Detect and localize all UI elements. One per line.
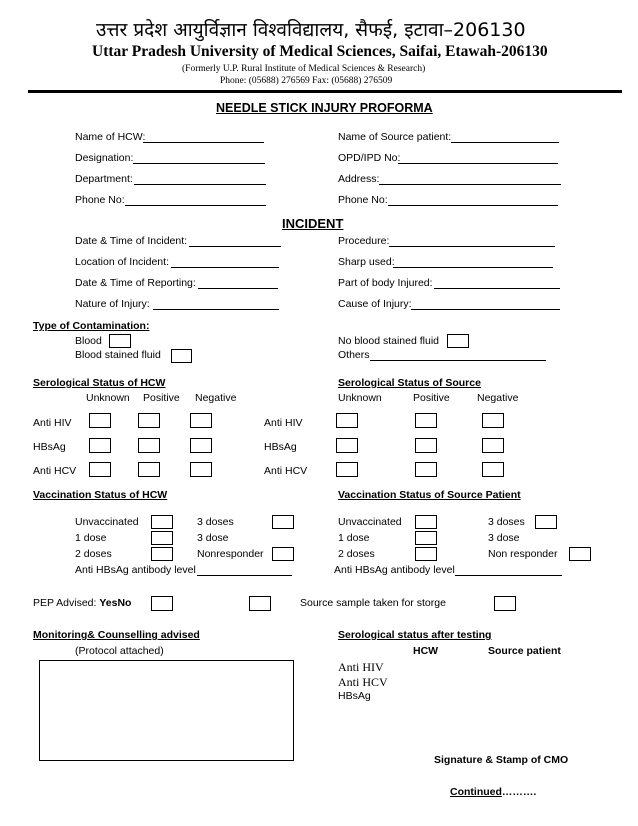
checkbox-source-sample[interactable]: [494, 596, 516, 611]
label-date-reporting: Date & Time of Reporting:: [75, 277, 196, 289]
row-hbsag-src: HBsAg: [264, 441, 297, 453]
checkbox-hcw-3doses[interactable]: [272, 515, 294, 529]
serology-source-heading: Serological Status of Source: [338, 377, 481, 389]
col-hcw: HCW: [413, 645, 439, 657]
field-opd-ipd[interactable]: [398, 163, 558, 164]
col-source-patient: Source patient: [488, 645, 561, 657]
row-anti-hcv-hcw: Anti HCV: [33, 465, 77, 477]
label-body-part: Part of body Injured:: [338, 277, 433, 289]
label-src-non-responder: Non responder: [488, 548, 558, 560]
hindi-title: उत्तर प्रदेश आयुर्विज्ञान विश्वविद्यालय, सैफई, इटावा–206130: [96, 19, 526, 41]
formerly-note: (Formerly U.P. Rural Institute of Medical Sciences & Research): [182, 64, 426, 74]
label-name-source: Name of Source patient:: [338, 131, 452, 143]
checkbox-hcw-hcv-negative[interactable]: [190, 462, 212, 477]
checkbox-src-hbsag-unknown[interactable]: [336, 438, 358, 453]
label-address: Address:: [338, 173, 380, 185]
continued-dots: ……….: [501, 786, 537, 798]
checkbox-hcw-hcv-unknown[interactable]: [89, 462, 111, 477]
checkbox-hcw-hiv-positive[interactable]: [138, 413, 160, 428]
label-location: Location of Incident:: [75, 256, 169, 268]
label-hcw-3dose: 3 dose: [197, 532, 229, 544]
checkbox-pep-yes[interactable]: [151, 596, 173, 611]
col-unknown-src: Unknown: [338, 392, 382, 404]
row-anti-hcv-src: Anti HCV: [264, 465, 308, 477]
continued-word: Continued: [450, 786, 502, 798]
field-phone-left[interactable]: [125, 205, 266, 206]
checkbox-src-hbsag-positive[interactable]: [415, 438, 437, 453]
label-sharp-used: Sharp used:: [338, 256, 395, 268]
incident-heading: INCIDENT: [282, 216, 344, 231]
after-hbsag: HBsAg: [338, 690, 371, 702]
pep-label: PEP Advised:: [33, 597, 100, 609]
field-department[interactable]: [134, 184, 266, 185]
checkbox-src-hiv-unknown[interactable]: [336, 413, 358, 428]
checkbox-blood-fluid[interactable]: [171, 349, 192, 363]
field-sharp-used[interactable]: [393, 267, 553, 268]
label-src-2doses: 2 doses: [338, 548, 375, 560]
serology-hcw-heading: Serological Status of HCW: [33, 377, 166, 389]
checkbox-hcw-hbsag-negative[interactable]: [190, 438, 212, 453]
form-title: NEEDLE STICK INJURY PROFORMA: [216, 101, 433, 115]
field-name-hcw[interactable]: [143, 142, 264, 143]
checkbox-src-2doses[interactable]: [415, 547, 437, 561]
checkbox-hcw-hbsag-unknown[interactable]: [89, 438, 111, 453]
label-src-1dose: 1 dose: [338, 532, 370, 544]
checkbox-hcw-nonresponder[interactable]: [272, 547, 294, 561]
label-source-sample: Source sample taken for storge: [300, 597, 446, 609]
checkbox-hcw-hbsag-positive[interactable]: [138, 438, 160, 453]
label-designation: Designation:: [75, 152, 134, 164]
checkbox-src-3doses[interactable]: [535, 515, 557, 529]
field-address[interactable]: [379, 184, 561, 185]
field-body-part[interactable]: [434, 288, 560, 289]
label-phone-right: Phone No:: [338, 194, 388, 206]
row-hbsag-hcw: HBsAg: [33, 441, 66, 453]
field-procedure[interactable]: [389, 246, 555, 247]
field-date-time-incident[interactable]: [189, 246, 281, 247]
checkbox-src-unvaccinated[interactable]: [415, 515, 437, 529]
checkbox-src-1dose[interactable]: [415, 531, 437, 545]
label-hcw-2doses: 2 doses: [75, 548, 112, 560]
checkbox-src-hcv-unknown[interactable]: [336, 462, 358, 477]
checkbox-hcw-hiv-negative[interactable]: [190, 413, 212, 428]
label-blood-fluid: Blood stained fluid: [75, 349, 161, 361]
checkbox-src-hcv-negative[interactable]: [482, 462, 504, 477]
checkbox-no-blood-fluid[interactable]: [447, 334, 469, 348]
after-anti-hcv: Anti HCV: [338, 675, 388, 689]
field-src-antibody[interactable]: [455, 575, 562, 576]
continued-label: [450, 786, 536, 798]
protocol-note: (Protocol attached): [75, 645, 164, 657]
contamination-heading: Type of Contamination:: [33, 320, 150, 332]
field-hcw-antibody[interactable]: [197, 575, 292, 576]
english-title: Uttar Pradesh University of Medical Sciences, Saifai, Etawah-206130: [92, 43, 548, 60]
col-positive-hcw: Positive: [143, 392, 180, 404]
label-src-unvaccinated: Unvaccinated: [338, 516, 402, 528]
pep-advised: [33, 597, 131, 609]
checkbox-blood[interactable]: [109, 334, 131, 348]
field-name-source[interactable]: [451, 142, 559, 143]
label-department: Department:: [75, 173, 133, 185]
label-no-blood-fluid: No blood stained fluid: [338, 335, 439, 347]
field-designation[interactable]: [133, 163, 265, 164]
checkbox-hcw-unvaccinated[interactable]: [151, 515, 173, 529]
col-negative-hcw: Negative: [195, 392, 237, 404]
header-rule: [28, 90, 622, 93]
label-hcw-antibody: Anti HBsAg antibody level: [75, 564, 196, 576]
field-nature[interactable]: [153, 309, 279, 310]
label-phone-left: Phone No:: [75, 194, 125, 206]
after-testing-heading: Serological status after testing: [338, 629, 492, 641]
label-name-hcw: Name of HCW:: [75, 131, 146, 143]
checkbox-src-non-responder[interactable]: [569, 547, 591, 561]
label-date-time-incident: Date & Time of Incident:: [75, 235, 188, 247]
label-blood: Blood: [75, 335, 102, 347]
checkbox-src-hbsag-negative[interactable]: [482, 438, 504, 453]
field-date-reporting[interactable]: [198, 288, 278, 289]
field-phone-right[interactable]: [388, 205, 558, 206]
label-procedure: Procedure:: [338, 235, 390, 247]
checkbox-src-hiv-positive[interactable]: [415, 413, 437, 428]
col-positive-src: Positive: [413, 392, 450, 404]
field-location[interactable]: [171, 267, 279, 268]
field-others[interactable]: [370, 360, 546, 361]
checkbox-hcw-hcv-positive[interactable]: [138, 462, 160, 477]
pep-yesno: YesNo: [99, 597, 132, 609]
label-hcw-3doses: 3 doses: [197, 516, 234, 528]
label-opd-ipd: OPD/IPD No:: [338, 152, 401, 164]
label-hcw-unvaccinated: Unvaccinated: [75, 516, 139, 528]
row-anti-hiv-src: Anti HIV: [264, 417, 303, 429]
checkbox-hcw-2doses[interactable]: [151, 547, 173, 561]
label-src-3dose: 3 dose: [488, 532, 520, 544]
label-hcw-nonresponder: Nonresponder: [197, 548, 264, 560]
checkbox-src-hcv-positive[interactable]: [415, 462, 437, 477]
col-negative-src: Negative: [477, 392, 519, 404]
signature-label: Signature & Stamp of CMO: [434, 754, 569, 766]
label-src-antibody: Anti HBsAg antibody level: [334, 564, 455, 576]
checkbox-pep-no[interactable]: [249, 596, 271, 611]
phone-fax: Phone: (05688) 276569 Fax: (05688) 276509: [220, 76, 393, 86]
monitoring-heading: Monitoring& Counselling advised: [33, 629, 200, 641]
checkbox-hcw-hiv-unknown[interactable]: [89, 413, 111, 428]
row-anti-hiv-hcw: Anti HIV: [33, 417, 72, 429]
label-cause: Cause of Injury:: [338, 298, 412, 310]
label-others: Others: [338, 349, 370, 361]
field-cause[interactable]: [411, 309, 560, 310]
label-src-3doses: 3 doses: [488, 516, 525, 528]
label-hcw-1dose: 1 dose: [75, 532, 107, 544]
col-unknown-hcw: Unknown: [86, 392, 130, 404]
checkbox-hcw-1dose[interactable]: [151, 531, 173, 545]
monitoring-notes-box[interactable]: [39, 660, 294, 761]
label-nature: Nature of Injury:: [75, 298, 150, 310]
checkbox-src-hiv-negative[interactable]: [482, 413, 504, 428]
vaccination-source-heading: Vaccination Status of Source Patient: [338, 489, 521, 501]
after-anti-hiv: Anti HIV: [338, 660, 384, 674]
vaccination-hcw-heading: Vaccination Status of HCW: [33, 489, 168, 501]
